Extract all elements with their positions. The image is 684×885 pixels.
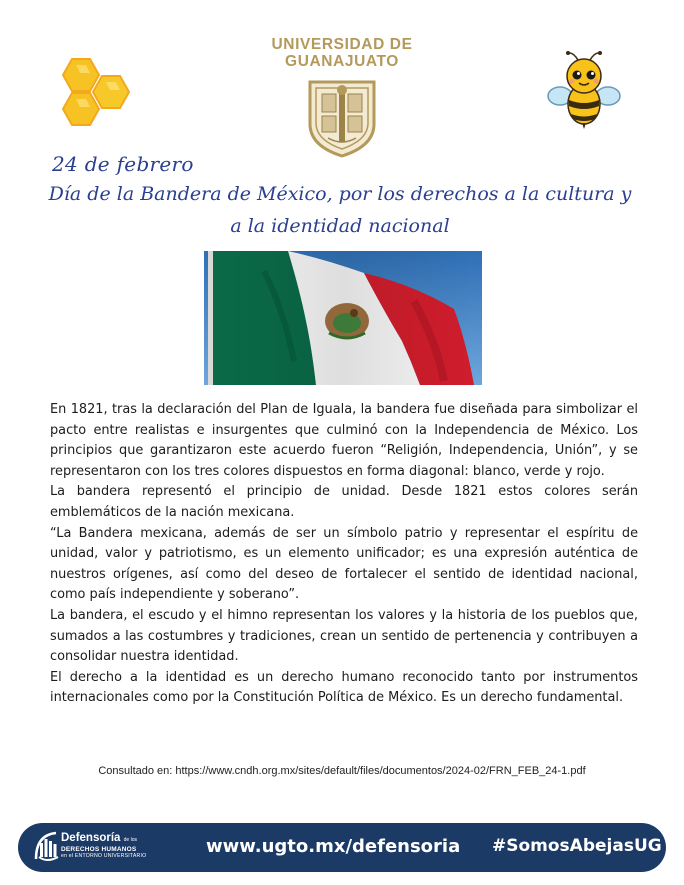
paragraph: La bandera, el escudo y el himno representan los valores y la historia de los pueblos que, sumados a las costumbres y tradiciones, crean un sentido de pertenencia y contribuyen a consolidar nuestra identidad. [50,607,638,665]
page-title: Día de la Bandera de México, por los derechos a la cultura y a la identidad nacional [48,183,632,237]
logo-subtitle-small: en el ENTORNO UNIVERSITARIO [61,853,147,859]
university-name-line2: GUANAJUATO [285,53,399,70]
logo-title: Defensoría [61,832,121,844]
defensoria-logo-text [61,832,146,859]
logo-title-small: de los [123,837,137,843]
date-heading: 24 de febrero [52,152,194,176]
paragraph: El derecho a la identidad es un derecho humano reconocido tanto por instrumentos internacionales como por la Constitución Política de México. Es un derecho fundamental. [50,669,638,706]
paragraph: “La Bandera mexicana, además de ser un símbolo patrio y representar el espíritu de unidad, valor y patriotismo, es un elemento unificador; es una expresión auténtica de nuestros orígenes, así como del deseo de fortalecer el sentido de identidad nacional, como país independiente y soberano”. [50,525,638,603]
university-name-line1: UNIVERSIDAD DE [271,36,413,53]
source-citation: Consultado en: https://www.cndh.org.mx/sites/default/files/documentos/2024-02/FRN_FEB_24-1.pdf [98,765,586,777]
logo-subtitle: DERECHOS HUMANOS [61,846,137,853]
paragraph: La bandera representó el principio de unidad. Desde 1821 estos colores serán emblemáticos de la nación mexicana. [50,484,638,520]
university-seal [300,76,384,158]
body-text [50,400,638,709]
bee-icon [546,50,622,130]
mexican-flag-photo [204,251,482,385]
paragraph: En 1821, tras la declaración del Plan de Iguala, la bandera fue diseñada para simbolizar el pacto entre realistas e insurgentes que culminó con la Independencia de México. Los principios que garantizaron este acuerdo fueron “Religión, Independencia, Unión”, y se representaron con los tres colores dispuestos en forma diagonal: blanco, verde y rojo. [50,402,638,479]
footer-url-link[interactable]: www.ugto.mx/defensoria [206,836,461,857]
footer-hashtag: #SomosAbejasUG [492,836,662,856]
